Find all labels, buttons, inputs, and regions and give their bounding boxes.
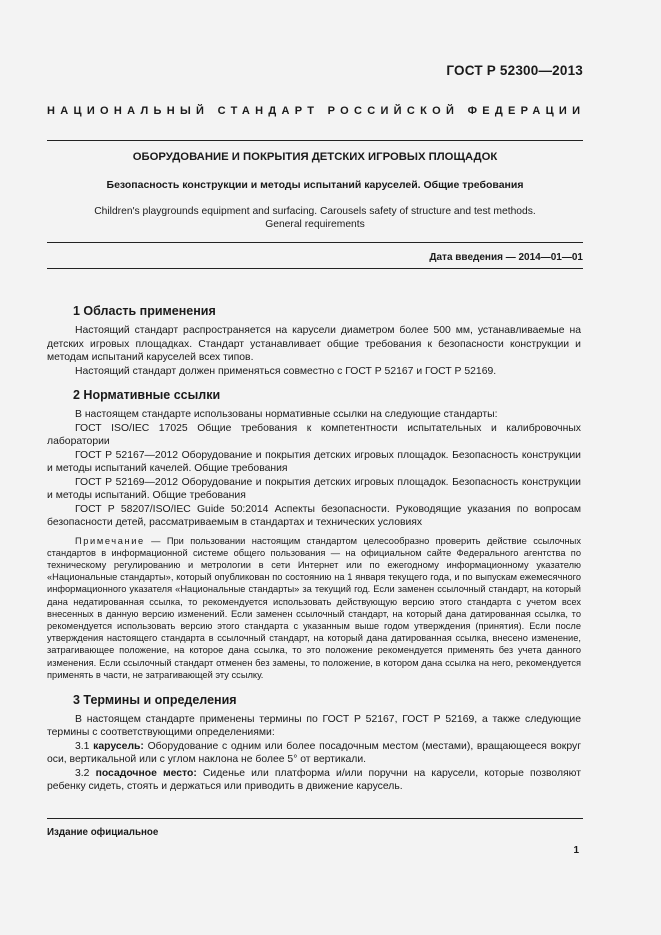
note-text: — При пользовании настоящим стандартом целесообразно проверить действие ссылочных стандартов в информационной системе общего пользования — на официальном сайте Федерального агентства по техническому регулированию и метрологии в сети Интернет или по ежегодному информационному указателю «Национальные стандарты», который опубликован по состоянию на 1 января текущего года, и по выпускам ежемесячного информационного указателя «Национальные стандарты» за текущий год. Если заменен ссылочный стандарт, на который дана недатированная ссылка, то рекомендуется использовать действующую версию этого стандарта с учетом всех внесенных в данную версию изменений. Если заменен ссылочный стандарт, на который дана датированная ссылка, то рекомендуется использовать версию этого стандарта с указанным выше годом утверждения (принятия). Если после утверждения настоящего стандарта в ссылочный стандарт, на который дана датированная ссылка, внесено изменение, затрагивающее положение, на которое дана ссылка, то это положение рекомендуется применять без учета данного изменения. Если ссылочный стандарт отменен без замены, то положение, в котором дана ссылка на него, рекомендуется применять в части, не затрагивающей эту ссылку. [47,535,581,680]
term-carousel-number: 3.1 [75,740,90,752]
document-body [47,302,582,794]
document-subtitle: Безопасность конструкции и методы испытаний каруселей. Общие требования [106,179,524,191]
section-1-heading: 1 Область применения [73,304,216,318]
standard-code: ГОСТ Р 52300—2013 [446,63,583,78]
section-3-intro: В настоящем стандарте применены термины по ГОСТ Р 52167, ГОСТ Р 52169, а также следующие термины с соответствующими определениями: [47,713,581,739]
note-block [47,535,581,681]
section-2-heading: 2 Нормативные ссылки [73,388,221,402]
term-seat-definition: Сиденье или платформа и/или поручни на карусели, которые позволяют ребенку сидеть, стоять и держаться или приводить в движение карусель. [47,767,581,793]
divider-date [47,268,583,269]
term-carousel-name: карусель: [93,740,144,752]
section-1-paragraph-2: Настоящий стандарт должен применяться совместно с ГОСТ Р 52167 и ГОСТ Р 52169. [75,365,497,377]
english-title-line-2: General requirements [265,219,365,230]
page-number: 1 [573,845,579,856]
reference-iso-17025: ГОСТ ISO/IEC 17025 Общие требования к компетентности испытательных и калибровочных лаборатории [47,422,581,447]
term-carousel [47,740,581,767]
reference-gost-52167: ГОСТ Р 52167—2012 Оборудование и покрытия детских игровых площадок. Безопасность конструкции и методы испытаний качелей. Общие требования [47,449,581,474]
term-carousel-definition: Оборудование с одним или более посадочным местом (местами), вращающееся вокруг оси, вертикальной или с углом наклона не более 5° от вертикали. [47,740,582,766]
term-seat-number: 3.2 [75,767,90,779]
official-edition-label: Издание официальное [47,827,159,838]
term-seat-name: посадочное место: [95,767,197,779]
divider-top [47,140,583,141]
divider-title [47,242,583,243]
note-label: Примечание [75,535,145,546]
english-title [47,205,583,231]
section-2-intro: В настоящем стандарте использованы нормативные ссылки на следующие стандарты: [75,409,498,420]
section-1-paragraph-1: Настоящий стандарт распространяется на карусели диаметром более 500 мм, устанавливаемые на детских игровых площадках. Стандарт устанавливает общие требования к безопасности конструкции и методам испытаний каруселей всех типов. [47,325,581,363]
introduction-date: Дата введения — 2014—01—01 [429,252,583,263]
document-title: ОБОРУДОВАНИЕ И ПОКРЫТИЯ ДЕТСКИХ ИГРОВЫХ ПЛОЩАДОК [132,151,498,163]
term-seat [47,767,581,794]
section-3-heading: 3 Термины и определения [73,692,237,707]
reference-gost-58207: ГОСТ Р 58207/ISO/IEC Guide 50:2014 Аспекты безопасности. Руководящие указания по вопросам безопасности детей, рассматриваемым в стандартах и технических условиях [47,503,581,528]
english-title-line-1: Children's playgrounds equipment and surfacing. Carousels safety of structure and test methods. [94,206,536,217]
divider-footer [47,818,583,819]
national-standard-banner: НАЦИОНАЛЬНЫЙ СТАНДАРТ РОССИЙСКОЙ ФЕДЕРАЦИИ [47,105,586,117]
reference-gost-52169: ГОСТ Р 52169—2012 Оборудование и покрытия детских игровых площадок. Безопасность конструкции и методы испытаний. Общие требования [47,476,581,501]
